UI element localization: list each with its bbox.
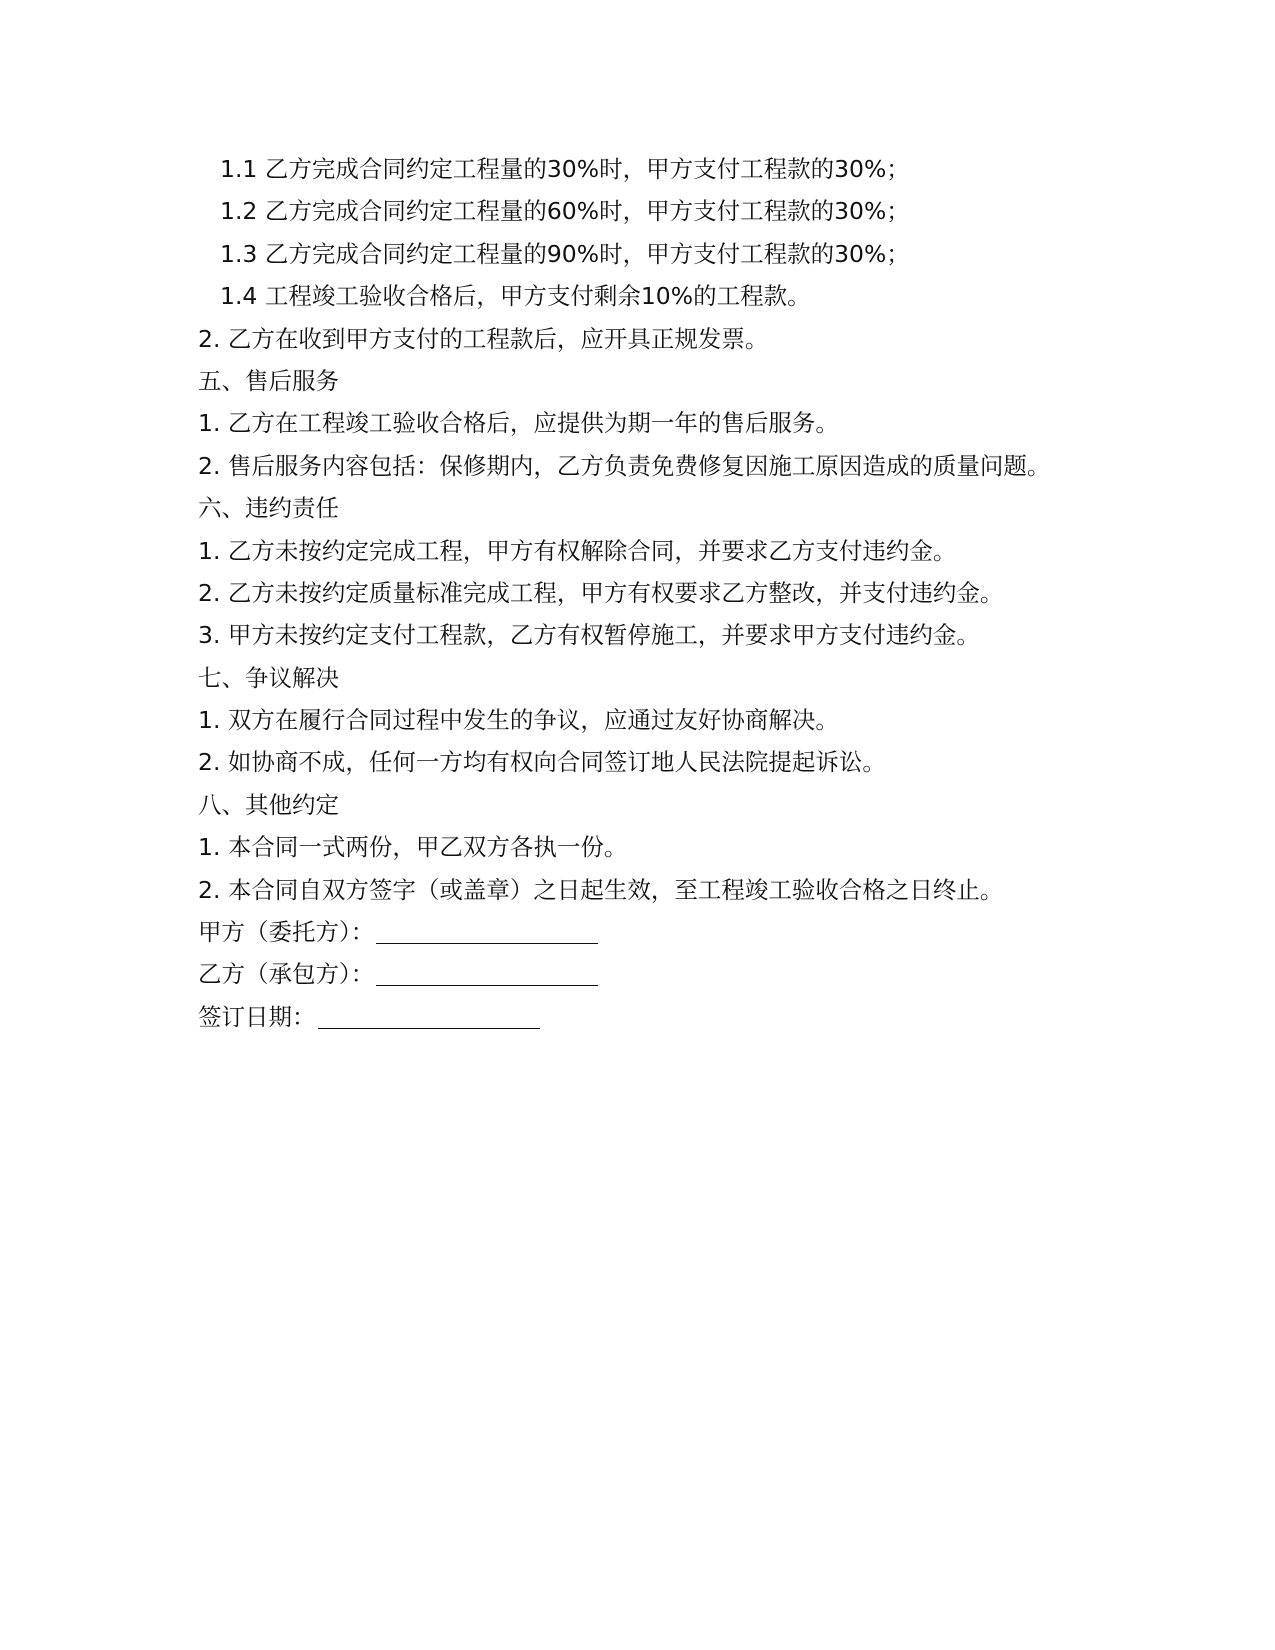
dispute-item: 2. 如协商不成，任何一方均有权向合同签订地人民法院提起诉讼。 (198, 748, 886, 777)
party-a-signature-blank (376, 917, 598, 944)
party-b-label: 乙方（承包方）： (198, 960, 375, 989)
after-sales-item: 2. 售后服务内容包括：保修期内，乙方负责免费修复因施工原因造成的质量问题。 (198, 451, 1051, 480)
section-heading-liability: 六、违约责任 (198, 494, 339, 523)
party-a-label: 甲方（委托方）： (198, 918, 375, 947)
section-heading-other: 八、其他约定 (198, 790, 339, 819)
other-item: 2. 本合同自双方签字（或盖章）之日起生效，至工程竣工验收合格之日终止。 (198, 875, 1004, 904)
signature-party-a (198, 911, 1098, 953)
section-heading-after-sales: 五、售后服务 (198, 366, 339, 395)
payment-item-1-2: 1.2 乙方完成合同约定工程量的60%时，甲方支付工程款的30%； (220, 197, 910, 226)
date-blank (318, 1002, 540, 1029)
payment-item-1-4: 1.4 工程竣工验收合格后，甲方支付剩余10%的工程款。 (220, 282, 811, 311)
section-heading-dispute: 七、争议解决 (198, 663, 339, 692)
signature-party-b (198, 953, 1098, 995)
date-label: 签订日期： (198, 1002, 316, 1031)
liability-item: 1. 乙方未按约定完成工程，甲方有权解除合同，并要求乙方支付违约金。 (198, 536, 957, 565)
payment-item-1-1: 1.1 乙方完成合同约定工程量的30%时，甲方支付工程款的30%； (220, 155, 910, 183)
after-sales-item: 1. 乙方在工程竣工验收合格后，应提供为期一年的售后服务。 (198, 409, 839, 438)
liability-item: 2. 乙方未按约定质量标准完成工程，甲方有权要求乙方整改，并支付违约金。 (198, 578, 1004, 607)
other-item: 1. 本合同一式两份，甲乙双方各执一份。 (198, 833, 628, 862)
party-b-signature-blank (376, 959, 598, 986)
dispute-item: 1. 双方在履行合同过程中发生的争议，应通过友好协商解决。 (198, 706, 839, 735)
signing-date (198, 996, 1098, 1038)
payment-item-1-3: 1.3 乙方完成合同约定工程量的90%时，甲方支付工程款的30%； (220, 239, 910, 268)
liability-item: 3. 甲方未按约定支付工程款，乙方有权暂停施工，并要求甲方支付违约金。 (198, 621, 980, 650)
contract-body (198, 148, 1098, 1038)
invoice-clause: 2. 乙方在收到甲方支付的工程款后，应开具正规发票。 (198, 324, 769, 353)
